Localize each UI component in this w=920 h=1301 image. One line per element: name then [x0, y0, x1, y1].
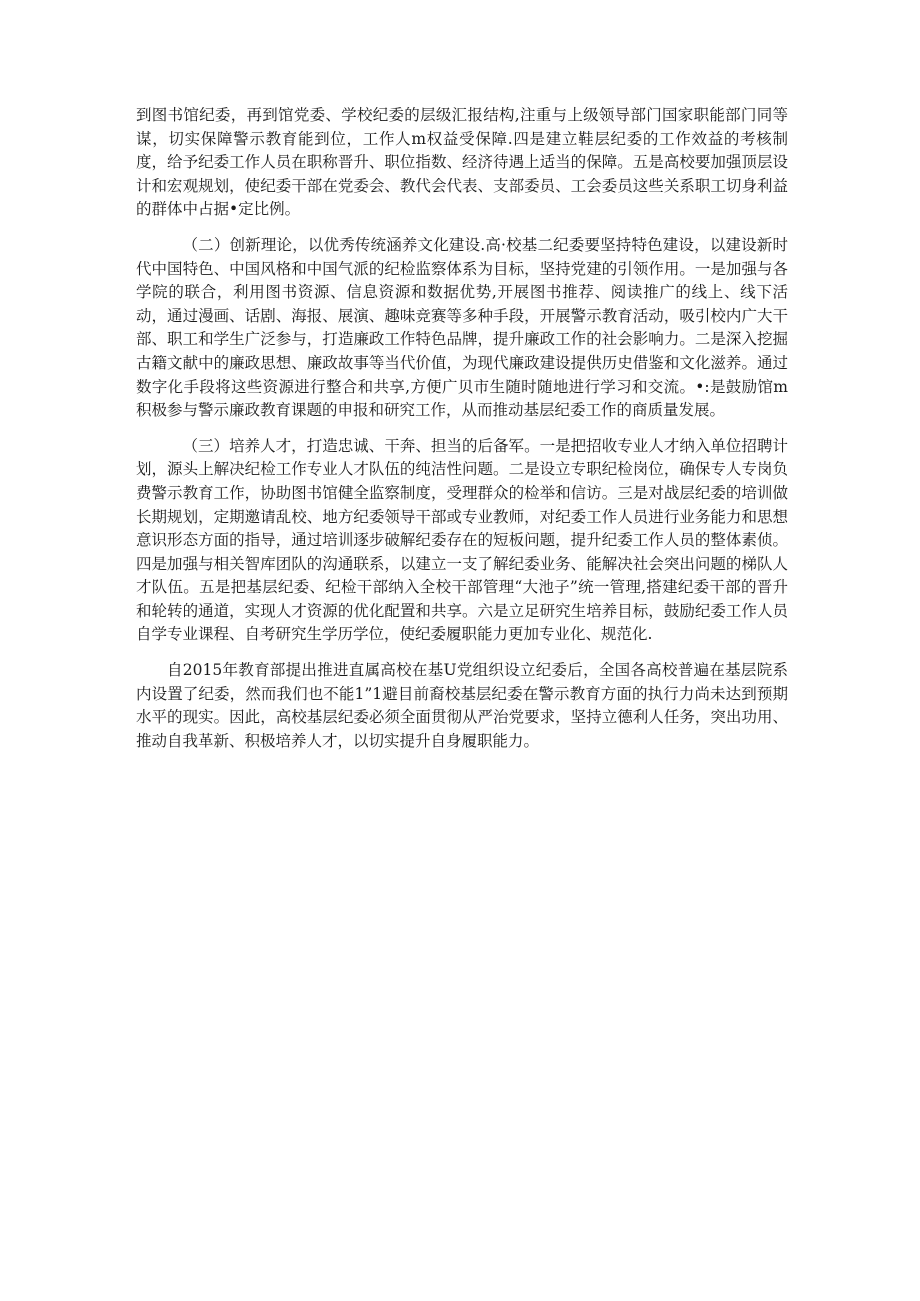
paragraph-section-two: （二）创新理论，以优秀传统涵养文化建设.高·校基二纪委要坚持特色建设，以建设新时代中国特色、中国风格和中国气派的纪检监察体系为目标，坚持党建的引领作用。一是加强与各学院的联合，利用图书资源、信息资源和数据优势,开展图书推荐、阅读推广的线上、线下活动，通过漫画、话剧、海报、展演、趣味竞赛等多种手段，开展警示教育活动，吸引校内广大干部、职工和学生广泛参与，打造廉政工作特色品牌，提升廉政工作的社会影响力。二是深入挖掘古籍文献中的廉政思想、廉政故事等当代价值，为现代廉政建设提供历史借鉴和文化滋养。通过数字化手段将这些资源进行整合和共享,方便广贝市生随时随地进行学习和交流。•:是鼓励馆m积极参与警示廉政教育课题的申报和研究工作，从而推动基层纪委工作的商质量发展。	[136, 235, 788, 420]
document-body	[136, 104, 788, 765]
paragraph-section-three: （三）培养人才，打造忠诚、干奔、担当的后备军。一是把招收专业人才纳入单位招聘计划，源头上解决纪检工作专业人才队伍的纯洁性问题。二是设立专职纪检岗位，确保专人专岗负费警示教育工作，协助图书馆健全监察制度，受理群众的检举和信访。三是对战层纪委的培训做长期规划，定期邀请乱校、地方纪委领导干部或专业教师，对纪委工作人员进行业务能力和思想意识形态方面的指导，通过培训逐步破解纪委存在的短板问题，提升纪委工作人员的整体素侦。四是加强与相关智库团队的沟通联系，以建立一支了解纪委业务、能解决社会突出问题的梯队人才队伍。五是把基层纪委、纪检干部纳入全校干部管理“大池子”统一管理,搭建纪委干部的晋升和轮转的通道，实现人才资源的优化配置和共享。六是立足研究生培养目标，鼓励纪委工作人员自学专业课程、自考研究生学历学位，使纪委履职能力更加专业化、规范化.	[136, 436, 788, 644]
paragraph-continuation: 到图书馆纪委，再到馆党委、学校纪委的层级汇报结构,注重与上级领导部门国家职能部门同等谋，切实保障警示教育能到位，工作人m权益受保障.四是建立鞋层纪委的工作效益的考核制度，给予纪委工作人员在职称晋升、职位指数、经济待遇上适当的保障。五是高校要加强顶层设计和宏观规划，使纪委干部在党委会、教代会代表、支部委员、工会委员这些关系职工切身利益的群体中占据•定比例。	[136, 106, 788, 219]
paragraph-conclusion: 自2015年教育部提出推进直属高校在基U党组织设立纪委后，全国各高校普遍在基层院系内设置了纪委，然而我们也不能1”1避目前裔校基层纪委在警示教育方面的执行力尚未达到预期水平的现实。因此，高校基层纪委必须全面贯彻从严治党要求，坚持立德利人任务，突出功用、推动自我革新、积极培养人才，以切实提升自身履职能力。	[136, 661, 788, 750]
